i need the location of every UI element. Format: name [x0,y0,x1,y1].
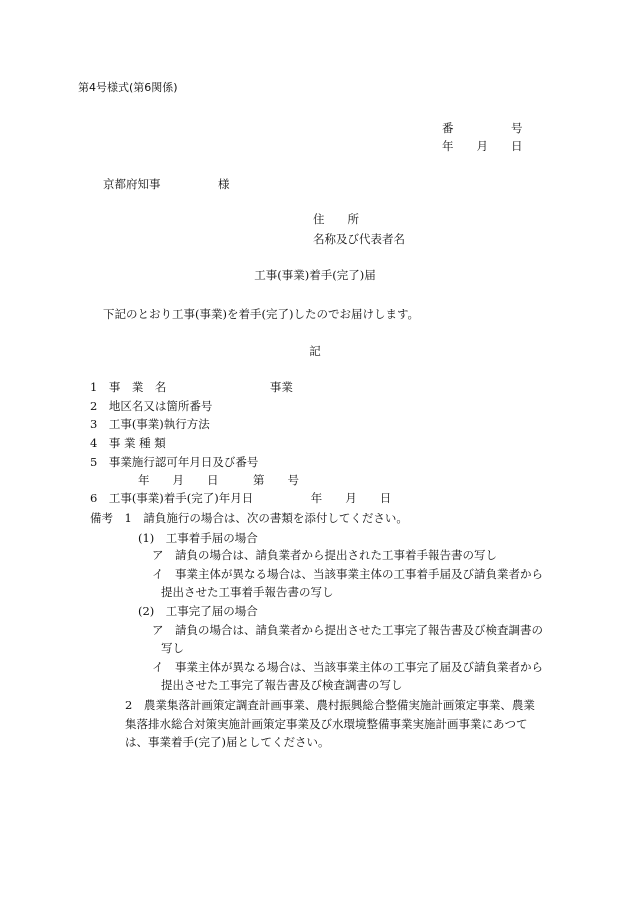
item-approval-date-blank: 年 月 日 第 号 [138,473,299,487]
note-sub2-label: (2) 工事完了届の場合 [138,604,258,618]
note-sub2-a-line2: 写し [161,641,184,655]
sender-address-label: 住 所 [313,212,359,226]
notes-heading: 備考 1 請負施行の場合は、次の書類を添付してください。 [90,511,408,525]
item-start-completion-date: 6 工事(事業)着手(完了)年月日 年 月 日 [90,491,392,505]
item-execution-method: 3 工事(事業)執行方法 [90,417,210,431]
note-sub1-label: (1) 工事着手届の場合 [138,531,258,545]
item-area-name: 2 地区名又は箇所番号 [90,399,213,413]
note-sub1-b-line1: イ 事業主体が異なる場合は、当該事業主体の工事着手届及び請負業者から [152,567,543,581]
ki-heading: 記 [309,344,321,358]
addressee: 京都府知事 様 [103,177,230,191]
note-sub2-a-line1: ア 請負の場合は、請負業者から提出させた工事完了報告書及び検査調書の [152,623,543,637]
item-project-name: 1 事 業 名 事業 [90,380,293,394]
form-number: 第4号様式(第6関係) [78,81,178,94]
document-number-line: 番 号 [442,121,523,135]
item-project-type: 4 事 業 種 類 [90,436,166,450]
intro-text: 下記のとおり工事(事業)を着手(完了)したのでお届けします。 [103,307,420,321]
note-sub2-b-line2: 提出させた工事完了報告書及び検査調書の写し [161,678,403,692]
sender-name-label: 名称及び代表者名 [313,232,405,246]
note-sub1-b-line2: 提出させた工事着手報告書の写し [161,585,334,599]
note-sub2-b-line1: イ 事業主体が異なる場合は、当該事業主体の工事完了届及び請負業者から [152,660,543,674]
note-sub1-a: ア 請負の場合は、請負業者から提出された工事着手報告書の写し [152,548,497,562]
item-approval-date: 5 事業施行認可年月日及び番号 [90,455,259,469]
note-2-line2: 集落排水総合対策実施計画策定事業及び水環境整備事業実施計画事業にあつて [125,717,528,731]
note-2-line1: 2 農業集落計画策定調査計画事業、農村振興総合整備実施計画策定事業、農業 [125,698,535,712]
note-2-line3: は、事業着手(完了)届としてください。 [125,735,330,749]
document-title: 工事(事業)着手(完了)届 [254,268,376,282]
document-date-line: 年 月 日 [442,139,523,153]
